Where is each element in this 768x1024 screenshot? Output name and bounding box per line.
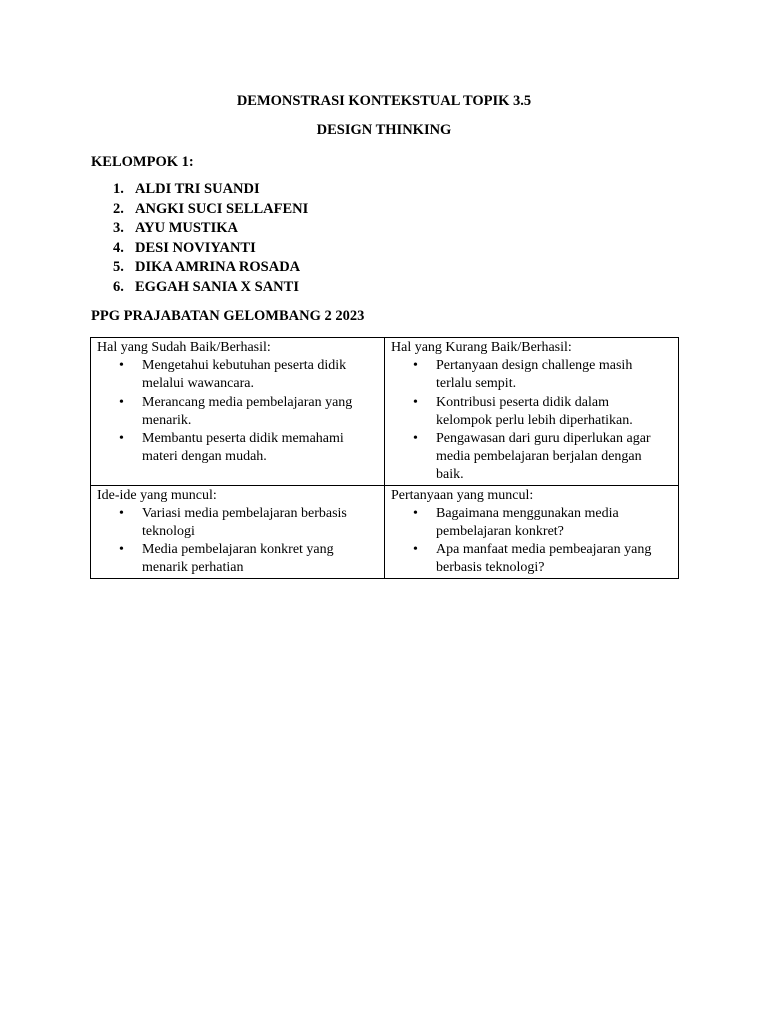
- table-cell-improvement: [385, 338, 679, 486]
- member-item: [91, 239, 308, 259]
- document-title: DEMONSTRASI KONTEKSTUAL TOPIK 3.5: [236, 93, 532, 109]
- bullet-list: [391, 357, 672, 484]
- table-row: [91, 338, 679, 486]
- list-item-text: Bagaimana menggunakan media pembelajaran konkret?: [436, 505, 619, 540]
- table-cell-success: [91, 338, 385, 486]
- list-item-text: Pertanyaan design challenge masih terlalu sempit.: [436, 358, 633, 392]
- cell-heading: Hal yang Sudah Baik/Berhasil:: [97, 340, 271, 355]
- list-item-text: Mengetahui kebutuhan peserta didik melalui wawancara.: [142, 358, 347, 392]
- member-number: 2.: [113, 200, 124, 217]
- list-item-text: Media pembelajaran konkret yang menarik perhatian: [142, 542, 334, 576]
- list-item: [391, 541, 672, 577]
- list-item: [391, 430, 672, 485]
- member-name: EGGAH SANIA X SANTI: [135, 278, 299, 295]
- document-subtitle: DESIGN THINKING: [316, 122, 452, 138]
- list-item: [97, 357, 378, 393]
- member-number: 3.: [113, 220, 124, 236]
- cell-heading: Hal yang Kurang Baik/Berhasil:: [391, 340, 572, 355]
- list-item-text: Membantu peserta didik memahami materi dengan mudah.: [142, 431, 344, 465]
- bullet-list: [391, 505, 672, 578]
- list-item: [391, 394, 672, 430]
- member-item: [91, 219, 308, 239]
- cell-heading: Ide-ide yang muncul:: [97, 487, 217, 503]
- list-item-text: Apa manfaat media pembeajaran yang berbasis teknologi?: [436, 542, 652, 576]
- member-list: [91, 180, 308, 297]
- list-item: [97, 505, 378, 541]
- bullet-icon: •: [413, 542, 418, 558]
- bullet-list: [97, 357, 378, 466]
- list-item-text: Pengawasan dari guru diperlukan agar media pembelajaran berjalan dengan baik.: [436, 431, 651, 483]
- program-heading: PPG PRAJABATAN GELOMBANG 2 2023: [91, 308, 365, 324]
- list-item: [391, 505, 672, 541]
- member-item: [91, 278, 308, 298]
- member-item: [91, 200, 308, 220]
- member-number: 6.: [113, 278, 124, 295]
- reflection-table: [90, 337, 679, 579]
- list-item: [391, 357, 672, 393]
- member-item: [91, 258, 308, 278]
- bullet-icon: •: [119, 358, 124, 374]
- member-item: [91, 180, 308, 200]
- member-name: DESI NOVIYANTI: [135, 239, 256, 256]
- bullet-icon: •: [119, 394, 124, 410]
- list-item: [97, 541, 378, 577]
- member-number: 1.: [113, 181, 124, 197]
- bullet-icon: •: [119, 542, 124, 558]
- bullet-list: [97, 505, 378, 578]
- bullet-icon: •: [413, 431, 418, 447]
- bullet-icon: •: [413, 505, 418, 521]
- table-cell-ideas: [91, 485, 385, 578]
- list-item-text: Variasi media pembelajaran berbasis teknologi: [142, 505, 347, 540]
- member-name: ALDI TRI SUANDI: [135, 181, 260, 197]
- member-name: AYU MUSTIKA: [135, 220, 238, 236]
- member-name: ANGKI SUCI SELLAFENI: [135, 200, 309, 217]
- bullet-icon: •: [119, 431, 124, 447]
- member-number: 5.: [113, 259, 124, 275]
- table-row: [91, 485, 679, 578]
- bullet-icon: •: [413, 358, 418, 374]
- bullet-icon: •: [119, 505, 124, 521]
- member-name: DIKA AMRINA ROSADA: [135, 259, 301, 275]
- cell-heading: Pertanyaan yang muncul:: [391, 487, 534, 503]
- list-item-text: Merancang media pembelajaran yang menarik.: [142, 394, 353, 428]
- bullet-icon: •: [413, 394, 418, 410]
- member-number: 4.: [113, 239, 124, 256]
- group-label: KELOMPOK 1:: [91, 154, 194, 170]
- list-item: [97, 430, 378, 466]
- list-item-text: Kontribusi peserta didik dalam kelompok perlu lebih diperhatikan.: [436, 394, 633, 428]
- table-cell-questions: [385, 485, 679, 578]
- list-item: [97, 394, 378, 430]
